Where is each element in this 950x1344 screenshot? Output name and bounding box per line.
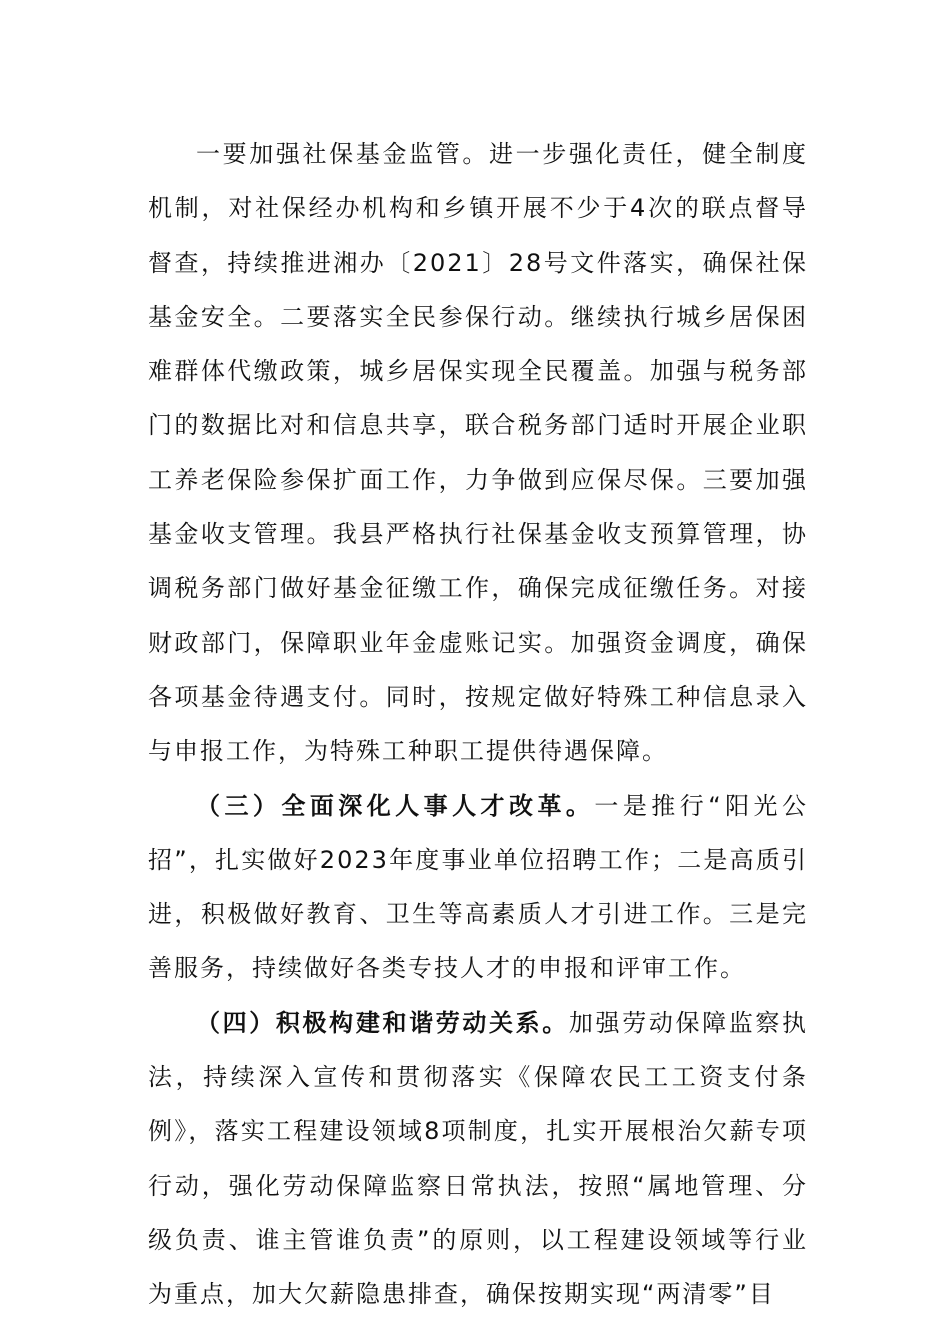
paragraph-text: 一是推行“阳光公招”，扎实做好2023年度事业单位招聘工作；二是高质引进，积极做好教育、卫生等高素质人才引进工作。三是完善服务，持续做好各类专技人才的申报和评审工作。	[148, 791, 808, 983]
paragraph-personnel-reform	[148, 779, 808, 996]
section-heading-4: （四）积极构建和谐劳动关系。	[196, 1008, 569, 1037]
paragraph-labor-relations	[148, 996, 808, 1322]
document-body	[148, 127, 808, 1322]
paragraph-text: 一要加强社保基金监管。进一步强化责任，健全制度机制，对社保经办机构和乡镇开展不少于4次的联点督导督查，持续推进湘办〔2021〕28号文件落实，确保社保基金安全。二要落实全民参保行动。继续执行城乡居保困难群体代缴政策，城乡居保实现全民覆盖。加强与税务部门的数据比对和信息共享，联合税务部门适时开展企业职工养老保险参保扩面工作，力争做到应保尽保。三要加强基金收支管理。我县严格执行社保基金收支预算管理，协调税务部门做好基金征缴工作，确保完成征缴任务。对接财政部门，保障职业年金虚账记实。加强资金调度，确保各项基金待遇支付。同时，按规定做好特殊工种信息录入与申报工作，为特殊工种职工提供待遇保障。	[148, 140, 808, 766]
paragraph-social-security-fund	[148, 127, 808, 779]
paragraph-text: 加强劳动保障监察执法，持续深入宣传和贯彻落实《保障农民工工资支付条例》，落实工程建设领域8项制度，扎实开展根治欠薪专项行动，强化劳动保障监察日常执法，按照“属地管理、分级负责、谁主管谁负责”的原则，以工程建设领域等行业为重点，加大欠薪隐患排查，确保按期实现“两清零”目	[148, 1008, 809, 1309]
section-heading-3: （三）全面深化人事人才改革。	[196, 791, 595, 820]
